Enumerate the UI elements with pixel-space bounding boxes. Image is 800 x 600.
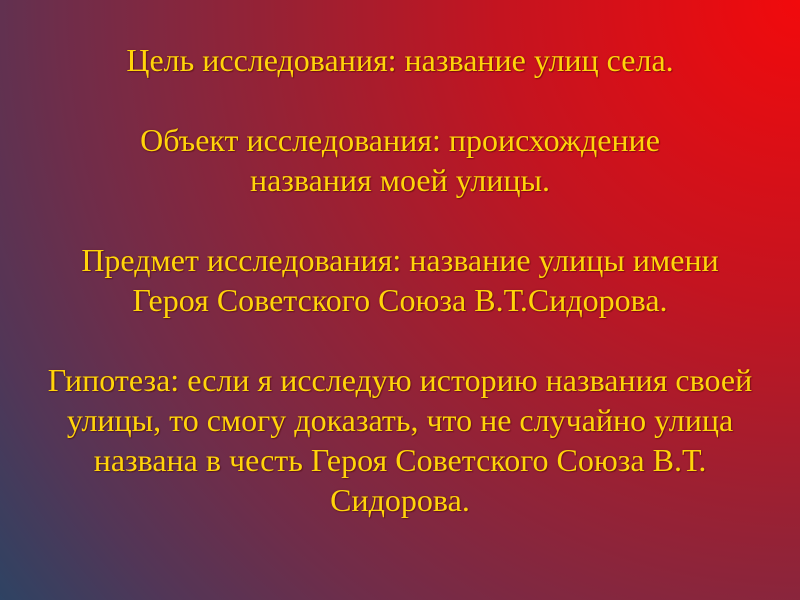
hypothesis-line-2: улицы, то смогу доказать, что не случайно улица	[66, 402, 734, 438]
hypothesis-line-4: Сидорова.	[330, 482, 470, 518]
paragraph-hypothesis	[20, 360, 780, 520]
subject-line-1: Предмет исследования: название улицы имени	[81, 242, 719, 278]
paragraph-goal	[20, 40, 780, 80]
hypothesis-line-1: Гипотеза: если я исследую историю названия своей	[47, 362, 753, 398]
object-line-2: названия моей улицы.	[249, 162, 551, 198]
paragraph-subject	[20, 240, 780, 320]
slide-text-block	[20, 40, 780, 520]
hypothesis-line-3: названа в честь Героя Советского Союза В.Т.	[93, 442, 707, 478]
object-line-1: Объект исследования: происхождение	[140, 122, 660, 158]
goal-line-1: Цель исследования: название улиц села.	[126, 42, 674, 78]
subject-line-2: Героя Советского Союза В.Т.Сидорова.	[132, 282, 668, 318]
paragraph-object	[20, 120, 780, 200]
